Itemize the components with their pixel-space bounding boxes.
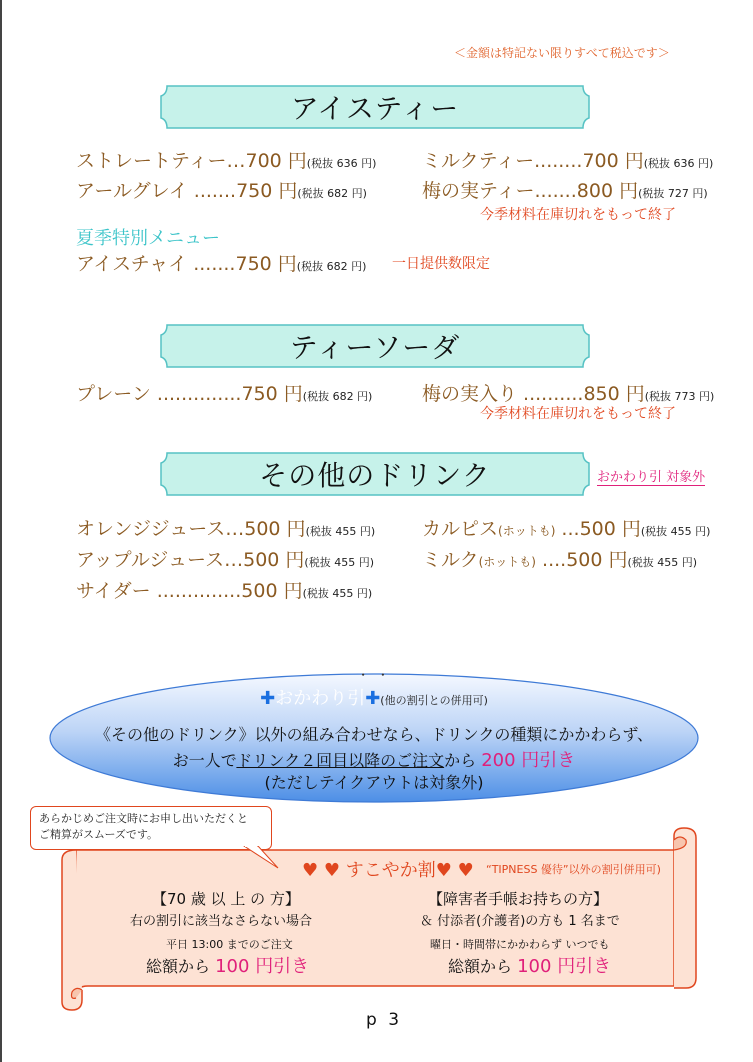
menu-item-plain-soda: [76, 379, 372, 406]
callout-line-2: ご精算がスムーズです。: [39, 828, 159, 841]
item-name: 梅の実入り: [422, 383, 518, 405]
item-name: ミルクティー: [422, 150, 535, 172]
disability-discount: 100 円引き: [517, 956, 612, 977]
item-price: 750 円: [235, 253, 297, 275]
ume-tea-note: 今季材料在庫切れをもって終了: [480, 207, 676, 223]
item-price: 700 円: [582, 150, 644, 172]
menu-item-milk-tea: [422, 146, 713, 173]
item-price: 700 円: [245, 150, 307, 172]
item-price: 500 円: [241, 580, 303, 602]
other-drinks-banner: [159, 451, 591, 497]
okawari-title-row: [48, 684, 700, 710]
item-name: プレーン: [76, 383, 151, 405]
item-dots: .......: [187, 180, 237, 202]
tea-soda-banner: [159, 323, 591, 369]
ume-soda-note: 今季材料在庫切れをもって終了: [480, 406, 676, 422]
item-price: 500 円: [566, 549, 628, 571]
menu-item-earl-grey: [76, 176, 367, 203]
item-name: アイスチャイ: [76, 253, 188, 275]
item-name: ストレートティー: [76, 150, 227, 172]
item-tax: (税抜 682 円): [296, 260, 367, 273]
heart-icons-right: ♥ ♥: [435, 860, 474, 881]
order-tip-callout: [30, 806, 272, 850]
okawari-line-2: [48, 746, 700, 772]
emphasis-dots: ・ ・: [357, 668, 391, 682]
item-tax: (税抜 455 円): [640, 525, 711, 538]
senior-heading: 【70 歳 以 上 の 方】: [152, 890, 300, 908]
item-tax: (税抜 682 円): [302, 390, 373, 403]
item-tax: (税抜 682 円): [297, 187, 367, 200]
menu-item-straight-tea: [76, 146, 376, 173]
item-price: 750 円: [241, 383, 303, 405]
item-name: サイダー: [76, 580, 151, 602]
disability-heading: 【障害者手帳お持ちの方】: [428, 890, 609, 908]
summer-menu-label: 夏季特別メニュー: [76, 228, 220, 249]
okawari-line-2-b: ドリンク２回目以降のご注文: [236, 751, 445, 770]
okawari-discount-panel: [48, 668, 700, 804]
item-tax: (税抜 455 円): [304, 556, 374, 569]
senior-discount: 100 円引き: [215, 956, 310, 977]
menu-item-ume-tea: [422, 176, 708, 203]
tea-soda-title: ティーソーダ: [289, 331, 461, 364]
tax-note: ＜金額は特記ない限りすべて税込です＞: [454, 46, 670, 60]
sukoyaka-combo-note: “TIPNESS 優待”以外の割引併用可): [486, 863, 661, 876]
menu-item-iced-chai: [76, 249, 366, 276]
item-name: 梅の実ティー: [422, 180, 535, 202]
disability-total-label: 総額から: [448, 957, 513, 976]
item-price: 500 円: [243, 549, 305, 571]
disability-discount-line: [448, 952, 611, 978]
disability-time: 曜日・時間帯にかかわらず いつでも: [430, 938, 610, 951]
item-tax: (税抜 455 円): [302, 587, 373, 600]
item-price: 750 円: [236, 180, 298, 202]
item-price: 500 円: [244, 518, 306, 540]
sukoyaka-discount-panel: [58, 826, 704, 1012]
plus-icon: ✚: [260, 688, 276, 709]
callout-pointer: [242, 846, 282, 872]
item-dots: …: [225, 518, 245, 540]
menu-item-calpis: [422, 514, 710, 541]
senior-time: 平日 13:00 までのご注文: [166, 938, 293, 951]
item-dots: ..............: [150, 383, 242, 405]
iced-tea-banner: [159, 84, 591, 130]
item-dots: …: [226, 150, 246, 172]
sukoyaka-title-row: [302, 856, 474, 882]
okawari-discount: 200 円引き: [481, 750, 576, 771]
okawari-line-1: 《その他のドリンク》以外の組み合わせなら、ドリンクの種類にかかわらず、: [94, 725, 654, 744]
item-name: アールグレイ: [76, 180, 188, 202]
senior-total-label: 総額から: [146, 957, 211, 976]
item-tax: (税抜 636 円): [643, 157, 714, 170]
other-drinks-title: その他のドリンク: [259, 459, 491, 492]
item-dots: .......: [187, 253, 236, 275]
item-dots: …: [224, 549, 244, 571]
heart-icons-left: ♥ ♥: [302, 860, 340, 881]
item-price: 500 円: [579, 518, 641, 540]
menu-item-apple-juice: [76, 545, 374, 572]
okawari-excluded-tag: おかわり引 対象外: [597, 466, 705, 486]
item-name: ミルク: [422, 549, 479, 571]
menu-item-ume-soda: [422, 379, 714, 406]
item-dots: ........: [534, 150, 583, 172]
okawari-line-2-c: から: [444, 751, 477, 770]
item-name: アップルジュース: [76, 549, 225, 571]
item-hot-note: (ホットも): [478, 555, 536, 569]
item-price: 800 円: [576, 180, 639, 202]
menu-item-orange-juice: [76, 514, 375, 541]
disability-condition: ＆ 付添者(介護者)の方も 1 名まで: [420, 914, 620, 929]
okawari-line-2-a: お一人で: [172, 751, 237, 770]
item-dots: ...: [555, 518, 580, 540]
item-name: オレンジジュース: [76, 518, 226, 540]
item-hot-note: (ホットも): [498, 524, 556, 538]
iced-tea-title: アイスティー: [290, 92, 460, 125]
chai-limited-note: 一日提供数限定: [392, 256, 490, 272]
okawari-combo-note: (他の割引との併用可): [380, 694, 488, 707]
plus-icon: ✚: [365, 688, 381, 709]
item-dots: ....: [536, 549, 567, 571]
okawari-title: おかわり引: [275, 688, 366, 709]
senior-condition: 右の割引に該当なさらない場合: [130, 914, 313, 929]
callout-line-1: あらかじめご注文時にお申し出いただくと: [39, 812, 248, 825]
page-number: p 3: [366, 1010, 403, 1030]
sukoyaka-title: すこやか割: [345, 860, 436, 881]
menu-item-cider: [76, 576, 372, 603]
item-name: カルピス: [422, 518, 499, 540]
okawari-line-3: (ただしテイクアウトは対象外): [264, 773, 484, 792]
item-price: 850 円: [583, 383, 645, 405]
item-dots: ..........: [517, 383, 584, 405]
item-tax: (税抜 636 円): [306, 157, 377, 170]
item-tax: (税抜 455 円): [305, 525, 376, 538]
item-dots: ..............: [150, 580, 242, 602]
item-tax: (税抜 773 円): [644, 390, 715, 403]
senior-discount-line: [146, 952, 309, 978]
menu-item-milk: [422, 545, 697, 572]
item-tax: (税抜 727 円): [638, 187, 708, 200]
item-tax: (税抜 455 円): [627, 556, 698, 569]
item-dots: .......: [534, 180, 577, 202]
